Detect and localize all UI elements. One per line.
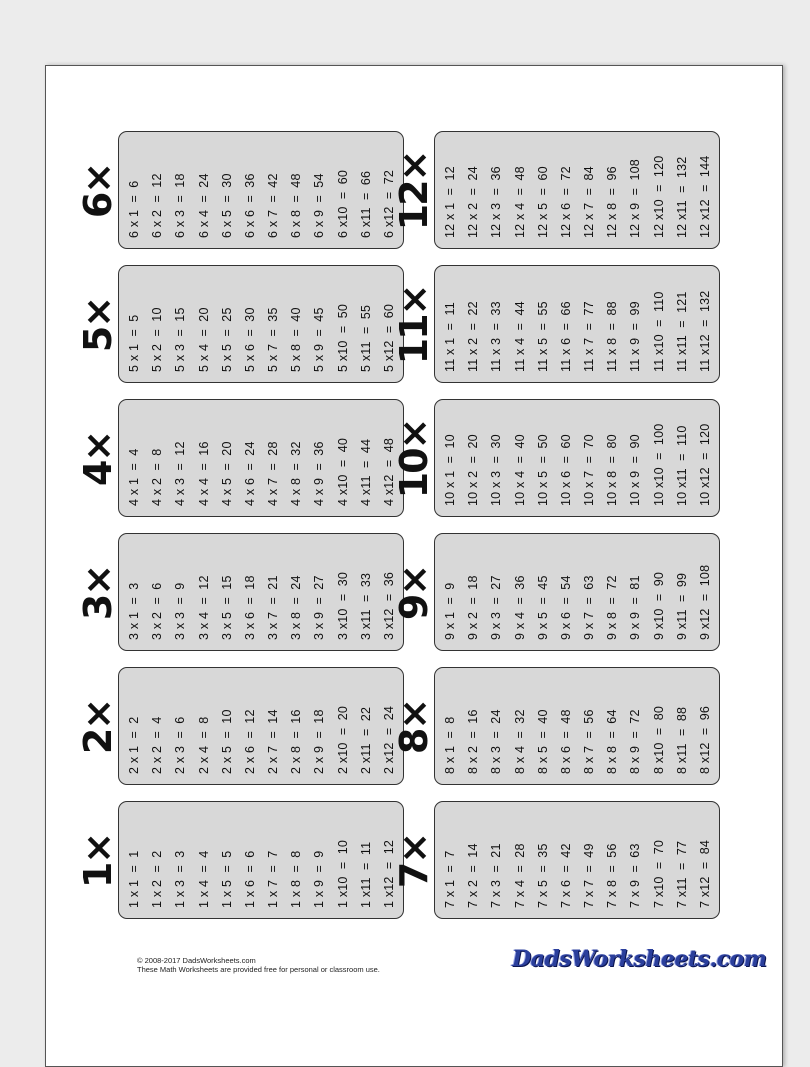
- table-line: 4 x10 = 40: [335, 437, 350, 506]
- table-line: 10 x 1 = 10: [443, 434, 457, 506]
- table-line: 7 x 3 = 21: [489, 843, 504, 908]
- table-line: 8 x 2 = 16: [466, 709, 481, 774]
- table-line: 11 x 1 = 11: [443, 302, 457, 372]
- table-line: 8 x 3 = 24: [489, 709, 504, 774]
- table-line: 12 x 2 = 24: [466, 166, 481, 238]
- footer-copyright: [137, 956, 380, 974]
- table-line: 9 x 5 = 45: [535, 575, 550, 640]
- table-line: 8 x 5 = 40: [535, 709, 550, 774]
- table-line: 2 x10 = 20: [335, 705, 350, 774]
- table-line: 11 x 4 = 44: [512, 301, 527, 372]
- table-line: 2 x 5 = 10: [219, 709, 234, 774]
- table-card: [392, 533, 720, 651]
- table-line: 8 x10 = 80: [651, 705, 666, 774]
- table-line: 5 x 8 = 40: [289, 307, 304, 372]
- table-line: 9 x 9 = 81: [628, 575, 643, 640]
- table-line: 3 x 4 = 12: [196, 575, 211, 640]
- table-line: 1 x 1 = 1: [127, 850, 141, 908]
- table-line: 6 x 2 = 12: [150, 173, 165, 238]
- table-line: 1 x 6 = 6: [242, 850, 257, 908]
- table-line: 5 x 3 = 15: [173, 307, 188, 372]
- table-line: 4 x11 = 44: [358, 438, 373, 506]
- table-lines: [443, 674, 713, 774]
- table-line: 12 x 5 = 60: [535, 166, 550, 238]
- table-card: [76, 801, 404, 919]
- table-line: 4 x 3 = 12: [173, 441, 188, 506]
- table-line: 1 x 2 = 2: [150, 850, 165, 908]
- table-line: 4 x 5 = 20: [219, 441, 234, 506]
- table-line: 7 x12 = 84: [697, 839, 712, 908]
- table-line: 5 x 6 = 30: [242, 307, 257, 372]
- table-label: 10×: [392, 419, 436, 499]
- table-line: 6 x10 = 60: [335, 169, 350, 238]
- table-line: 5 x10 = 50: [335, 303, 350, 372]
- table-line: 10 x11 = 110: [674, 425, 689, 506]
- table-rotated-content: [76, 668, 405, 786]
- table-line: 4 x 6 = 24: [242, 441, 257, 506]
- table-line: 4 x 9 = 36: [312, 441, 327, 506]
- table-line: 8 x 9 = 72: [628, 709, 643, 774]
- table-line: 1 x 3 = 3: [173, 850, 188, 908]
- table-line: 10 x 7 = 70: [582, 434, 597, 506]
- table-line: 5 x 7 = 35: [266, 307, 281, 372]
- table-line: 2 x 1 = 2: [127, 716, 141, 774]
- table-label: 7×: [392, 833, 436, 889]
- table-line: 3 x 8 = 24: [289, 575, 304, 640]
- table-line: 7 x 1 = 7: [443, 850, 457, 908]
- table-line: 2 x 3 = 6: [173, 716, 188, 774]
- table-line: 8 x 7 = 56: [582, 709, 597, 774]
- table-line: 2 x11 = 22: [358, 706, 373, 774]
- table-line: 8 x 6 = 48: [558, 709, 573, 774]
- table-card: [76, 265, 404, 383]
- table-line: 3 x 7 = 21: [266, 575, 281, 640]
- table-line: 10 x 4 = 40: [512, 434, 527, 506]
- table-line: 6 x12 = 72: [381, 169, 396, 238]
- table-line: 6 x 4 = 24: [196, 173, 211, 238]
- table-line: 12 x11 = 132: [674, 156, 689, 238]
- table-label: 3×: [76, 565, 120, 621]
- table-line: 2 x 8 = 16: [289, 709, 304, 774]
- table-lines: [443, 272, 713, 372]
- table-line: 3 x10 = 30: [335, 571, 350, 640]
- table-line: 6 x 3 = 18: [173, 173, 188, 238]
- table-line: 2 x 4 = 8: [196, 716, 211, 774]
- table-line: 10 x10 = 100: [651, 423, 666, 506]
- table-line: 1 x 5 = 5: [219, 850, 234, 908]
- table-line: 9 x 7 = 63: [582, 575, 597, 640]
- table-line: 12 x 8 = 96: [605, 166, 620, 238]
- table-line: 10 x12 = 120: [697, 423, 712, 506]
- table-line: 12 x 3 = 36: [489, 166, 504, 238]
- table-line: 9 x 3 = 27: [489, 575, 504, 640]
- table-line: 5 x12 = 60: [381, 303, 396, 372]
- table-line: 1 x10 = 10: [335, 839, 350, 908]
- table-label: 11×: [392, 285, 436, 365]
- table-line: 4 x 8 = 32: [289, 441, 304, 506]
- table-line: 11 x 8 = 88: [605, 301, 620, 372]
- table-line: 11 x 9 = 99: [628, 301, 643, 372]
- table-line: 2 x12 = 24: [381, 705, 396, 774]
- table-line: 5 x 4 = 20: [196, 307, 211, 372]
- table-label: 12×: [392, 151, 436, 231]
- table-line: 9 x 2 = 18: [466, 575, 481, 640]
- table-line: 1 x 9 = 9: [312, 850, 327, 908]
- table-line: 6 x11 = 66: [358, 170, 373, 238]
- table-line: 8 x 1 = 8: [443, 716, 457, 774]
- table-rotated-content: [392, 132, 721, 250]
- table-line: 9 x11 = 99: [674, 572, 689, 640]
- table-rotated-content: [76, 400, 405, 518]
- table-line: 3 x 1 = 3: [127, 582, 141, 640]
- table-lines: [127, 272, 397, 372]
- table-line: 7 x 6 = 42: [558, 843, 573, 908]
- table-line: 9 x 4 = 36: [512, 575, 527, 640]
- table-line: 4 x 2 = 8: [150, 448, 165, 506]
- table-line: 2 x 6 = 12: [242, 709, 257, 774]
- table-rotated-content: [76, 534, 405, 652]
- table-line: 12 x12 = 144: [697, 155, 712, 238]
- table-rotated-content: [76, 802, 405, 920]
- table-line: 12 x 4 = 48: [512, 166, 527, 238]
- table-rotated-content: [392, 534, 721, 652]
- table-line: 7 x 9 = 63: [628, 843, 643, 908]
- table-card: [392, 667, 720, 785]
- table-line: 4 x 4 = 16: [196, 441, 211, 506]
- table-line: 7 x 4 = 28: [512, 843, 527, 908]
- table-rotated-content: [392, 266, 721, 384]
- table-line: 9 x 8 = 72: [605, 575, 620, 640]
- table-line: 11 x11 = 121: [674, 291, 689, 372]
- table-line: 2 x 9 = 18: [312, 709, 327, 774]
- table-lines: [443, 406, 713, 506]
- table-line: 10 x 6 = 60: [558, 434, 573, 506]
- site-logo: DadsWorksheets.com: [512, 946, 767, 972]
- table-line: 11 x 6 = 66: [558, 301, 573, 372]
- table-line: 1 x11 = 11: [358, 841, 373, 908]
- table-line: 6 x 6 = 36: [242, 173, 257, 238]
- table-line: 3 x 5 = 15: [219, 575, 234, 640]
- table-line: 11 x 3 = 33: [489, 301, 504, 372]
- table-line: 7 x 7 = 49: [582, 843, 597, 908]
- table-rotated-content: [392, 668, 721, 786]
- table-line: 1 x 4 = 4: [196, 850, 211, 908]
- table-line: 7 x 5 = 35: [535, 843, 550, 908]
- table-line: 5 x 1 = 5: [127, 314, 141, 372]
- table-line: 4 x 7 = 28: [266, 441, 281, 506]
- table-line: 2 x 7 = 14: [266, 709, 281, 774]
- table-line: 12 x10 = 120: [651, 155, 666, 238]
- table-line: 2 x 2 = 4: [150, 716, 165, 774]
- table-line: 3 x11 = 33: [358, 572, 373, 640]
- table-label: 5×: [76, 297, 120, 353]
- table-line: 3 x12 = 36: [381, 571, 396, 640]
- table-line: 9 x10 = 90: [651, 571, 666, 640]
- worksheet-page: [45, 65, 783, 1067]
- table-lines: [443, 138, 713, 238]
- table-label: 6×: [76, 163, 120, 219]
- table-line: 8 x 4 = 32: [512, 709, 527, 774]
- table-line: 11 x 7 = 77: [582, 301, 597, 372]
- table-line: 5 x11 = 55: [358, 304, 373, 372]
- table-line: 8 x11 = 88: [674, 706, 689, 774]
- table-lines: [127, 406, 397, 506]
- table-line: 5 x 2 = 10: [150, 307, 165, 372]
- table-line: 11 x 2 = 22: [466, 301, 481, 372]
- table-line: 10 x 8 = 80: [605, 434, 620, 506]
- table-line: 7 x 8 = 56: [605, 843, 620, 908]
- table-line: 9 x 6 = 54: [558, 575, 573, 640]
- table-line: 10 x 2 = 20: [466, 434, 481, 506]
- table-lines: [127, 674, 397, 774]
- table-label: 4×: [76, 431, 120, 487]
- table-card: [392, 265, 720, 383]
- table-line: 11 x12 = 132: [697, 290, 712, 372]
- table-line: 12 x 7 = 84: [582, 166, 597, 238]
- table-line: 7 x11 = 77: [674, 840, 689, 908]
- table-card: [76, 399, 404, 517]
- table-card: [392, 131, 720, 249]
- table-rotated-content: [76, 132, 405, 250]
- table-lines: [127, 138, 397, 238]
- disclaimer-text: These Math Worksheets are provided free for personal or classroom use.: [137, 965, 380, 974]
- table-line: 4 x 1 = 4: [127, 448, 141, 506]
- copyright-text: © 2008-2017 DadsWorksheets.com: [137, 956, 256, 965]
- table-rotated-content: [392, 802, 721, 920]
- table-card: [392, 801, 720, 919]
- table-label: 2×: [76, 699, 120, 755]
- table-rotated-content: [76, 266, 405, 384]
- table-line: 10 x 3 = 30: [489, 434, 504, 506]
- table-line: 9 x12 = 108: [697, 564, 712, 640]
- table-card: [76, 533, 404, 651]
- table-line: 3 x 2 = 6: [150, 582, 165, 640]
- table-line: 6 x 9 = 54: [312, 173, 327, 238]
- table-line: 3 x 6 = 18: [242, 575, 257, 640]
- table-line: 6 x 1 = 6: [127, 180, 141, 238]
- table-line: 9 x 1 = 9: [443, 582, 457, 640]
- table-card: [76, 667, 404, 785]
- table-lines: [127, 540, 397, 640]
- table-line: 7 x10 = 70: [651, 839, 666, 908]
- table-line: 3 x 9 = 27: [312, 575, 327, 640]
- table-lines: [443, 808, 713, 908]
- table-line: 3 x 3 = 9: [173, 582, 188, 640]
- table-line: 8 x12 = 96: [697, 705, 712, 774]
- table-line: 6 x 8 = 48: [289, 173, 304, 238]
- table-line: 12 x 9 = 108: [628, 159, 643, 238]
- table-line: 4 x12 = 48: [381, 437, 396, 506]
- table-line: 10 x 5 = 50: [535, 434, 550, 506]
- table-line: 1 x 7 = 7: [266, 850, 281, 908]
- table-line: 1 x 8 = 8: [289, 850, 304, 908]
- table-line: 11 x10 = 110: [651, 291, 666, 372]
- table-lines: [443, 540, 713, 640]
- table-label: 9×: [392, 565, 436, 621]
- table-line: 11 x 5 = 55: [535, 301, 550, 372]
- table-label: 8×: [392, 699, 436, 755]
- table-card: [392, 399, 720, 517]
- table-line: 5 x 9 = 45: [312, 307, 327, 372]
- table-card: [76, 131, 404, 249]
- table-line: 5 x 5 = 25: [219, 307, 234, 372]
- table-line: 6 x 7 = 42: [266, 173, 281, 238]
- table-line: 6 x 5 = 30: [219, 173, 234, 238]
- table-line: 8 x 8 = 64: [605, 709, 620, 774]
- table-lines: [127, 808, 397, 908]
- table-line: 7 x 2 = 14: [466, 843, 481, 908]
- table-rotated-content: [392, 400, 721, 518]
- table-line: 12 x 1 = 12: [443, 166, 457, 238]
- table-line: 1 x12 = 12: [381, 839, 396, 908]
- table-line: 10 x 9 = 90: [628, 434, 643, 506]
- table-label: 1×: [76, 833, 120, 889]
- table-line: 12 x 6 = 72: [558, 166, 573, 238]
